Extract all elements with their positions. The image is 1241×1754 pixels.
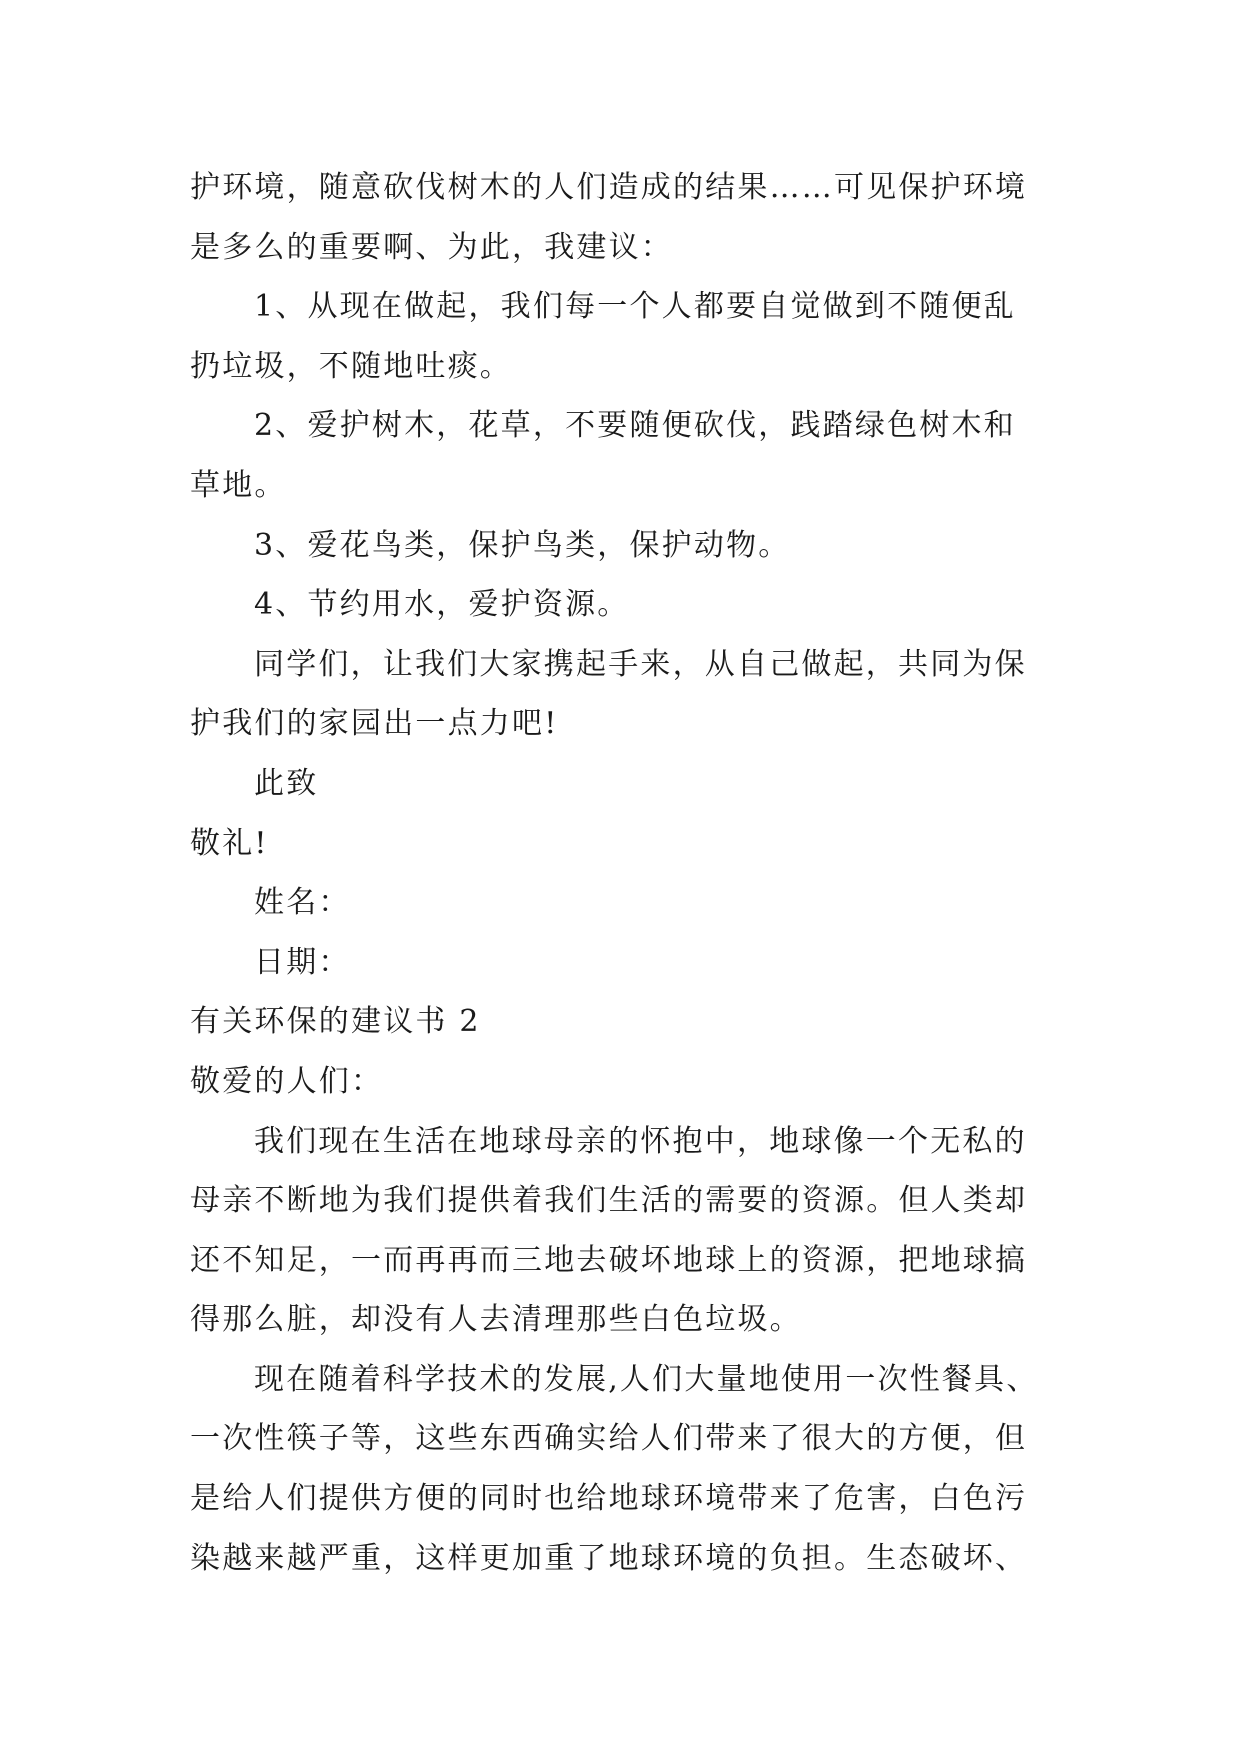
section-title: 有关环保的建议书 2 xyxy=(190,1004,481,1040)
closing-regards: 敬礼! xyxy=(190,825,269,861)
text-line: 3、爱花鸟类，保护鸟类，保护动物。 xyxy=(254,527,791,563)
text-line: 染越来越严重，这样更加重了地球环境的负担。生态破坏、 xyxy=(190,1540,1028,1576)
text-line: 2、爱护树木，花草，不要随便砍伐，践踏绿色树木和 xyxy=(254,408,1016,444)
text-line: 扔垃圾，不随地吐痰。 xyxy=(190,348,512,384)
date-field-label: 日期： xyxy=(254,944,351,980)
text-line: 4、节约用水，爱护资源。 xyxy=(254,587,630,623)
text-line: 1、从现在做起，我们每一个人都要自觉做到不随便乱 xyxy=(254,289,1016,325)
text-line: 现在随着科学技术的发展,人们大量地使用一次性餐具、 xyxy=(254,1361,1039,1397)
name-field-label: 姓名： xyxy=(254,885,351,921)
text-line: 是多么的重要啊、为此，我建议： xyxy=(190,229,673,265)
text-line: 是给人们提供方便的同时也给地球环境带来了危害，白色污 xyxy=(190,1481,1028,1517)
text-line: 护我们的家园出一点力吧! xyxy=(190,706,559,742)
text-line: 护环境，随意砍伐树木的人们造成的结果……可见保护环境 xyxy=(190,170,1028,205)
text-line: 母亲不断地为我们提供着我们生活的需要的资源。但人类却 xyxy=(190,1183,1028,1219)
text-line: 还不知足，一而再再而三地去破坏地球上的资源，把地球搞 xyxy=(190,1242,1028,1278)
closing-salutation: 此致 xyxy=(254,765,319,801)
text-line: 草地。 xyxy=(190,467,287,503)
greeting: 敬爱的人们： xyxy=(190,1063,384,1099)
text-line: 同学们，让我们大家携起手来，从自己做起，共同为保 xyxy=(254,646,1027,682)
document-body xyxy=(190,158,1050,1588)
text-line: 得那么脏，却没有人去清理那些白色垃圾。 xyxy=(190,1302,802,1338)
text-line: 我们现在生活在地球母亲的怀抱中，地球像一个无私的 xyxy=(254,1123,1027,1159)
text-line: 一次性筷子等，这些东西确实给人们带来了很大的方便，但 xyxy=(190,1421,1028,1457)
